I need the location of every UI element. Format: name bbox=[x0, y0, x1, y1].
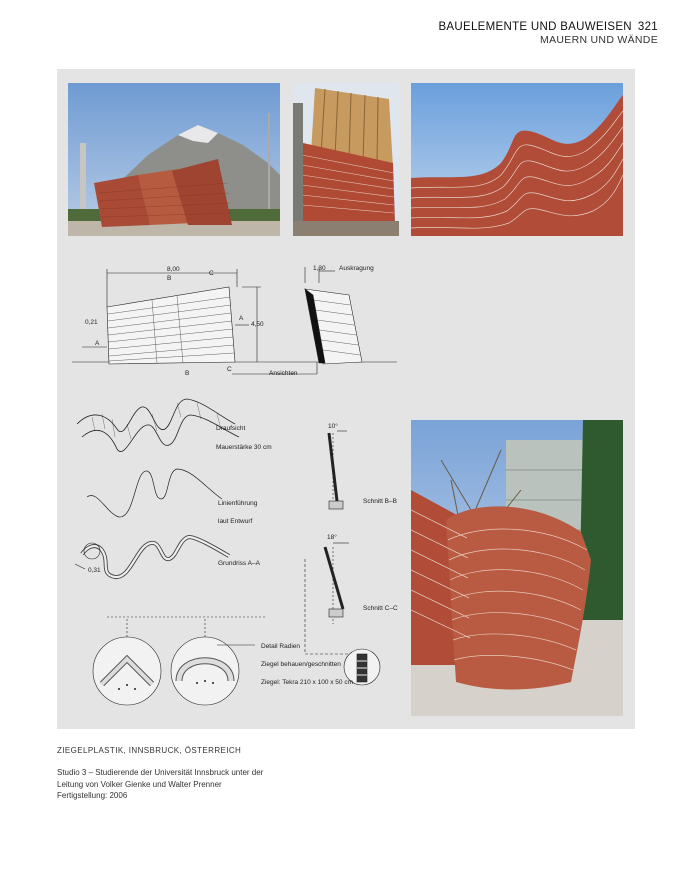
label-section-C-bottom: C bbox=[227, 366, 232, 373]
label-schnitt-cc: Schnitt C–C bbox=[363, 605, 398, 612]
label-detail-radien: Detail Radien bbox=[261, 643, 301, 650]
label-ziegel-tekra: Ziegel: Tekra 210 x 100 x 50 cm bbox=[261, 679, 354, 686]
label-section-B-bottom: B bbox=[185, 370, 190, 377]
figure-panel bbox=[57, 69, 635, 729]
caption-line: Studio 3 – Studierende der Universität Innsbruck unter der bbox=[57, 768, 264, 777]
label-section-B-top: B bbox=[167, 275, 172, 282]
label-dim-1-30: 1,30 bbox=[313, 265, 326, 272]
label-angle-10: 10° bbox=[328, 423, 338, 430]
page-number: 321 bbox=[637, 21, 658, 33]
caption-line: Leitung von Volker Gienke und Walter Prenner bbox=[57, 779, 222, 789]
label-schnitt-bb: Schnitt B–B bbox=[363, 498, 397, 505]
label-laut-entwurf: laut Entwurf bbox=[218, 518, 253, 525]
figure-caption bbox=[57, 746, 263, 802]
label-dim-8-00: 8,00 bbox=[167, 266, 180, 273]
label-section-A-right: A bbox=[239, 315, 244, 322]
label-auskragung: Auskragung bbox=[339, 265, 374, 272]
page-header bbox=[438, 21, 658, 46]
caption-line: Fertigstellung: 2006 bbox=[57, 791, 128, 800]
section-title: BAUELEMENTE UND BAUWEISEN bbox=[438, 21, 632, 33]
label-draufsicht: Draufsicht bbox=[216, 425, 246, 432]
label-dim-0-21: 0,21 bbox=[85, 319, 98, 326]
label-ziegel-behauen: Ziegel behauen/geschnitten bbox=[261, 661, 341, 668]
label-angle-18: 18° bbox=[327, 534, 337, 541]
label-section-C-top: C bbox=[209, 270, 214, 277]
label-dim-4-50: 4,50 bbox=[251, 321, 264, 328]
caption-title: ZIEGELPLASTIK, INNSBRUCK, ÖSTERREICH bbox=[57, 746, 242, 755]
label-section-A-left: A bbox=[95, 340, 100, 347]
label-ansichten: Ansichten bbox=[269, 370, 298, 377]
label-grundriss: Grundriss A–A bbox=[218, 560, 260, 567]
label-dim-0-31: 0,31 bbox=[88, 567, 101, 574]
subsection-title: MAUERN UND WÄNDE bbox=[540, 34, 658, 46]
label-linienfuehrung: Linienführung bbox=[218, 500, 258, 507]
technical-drawings bbox=[57, 69, 635, 729]
label-mauerstaerke: Mauerstärke 30 cm bbox=[216, 444, 272, 451]
